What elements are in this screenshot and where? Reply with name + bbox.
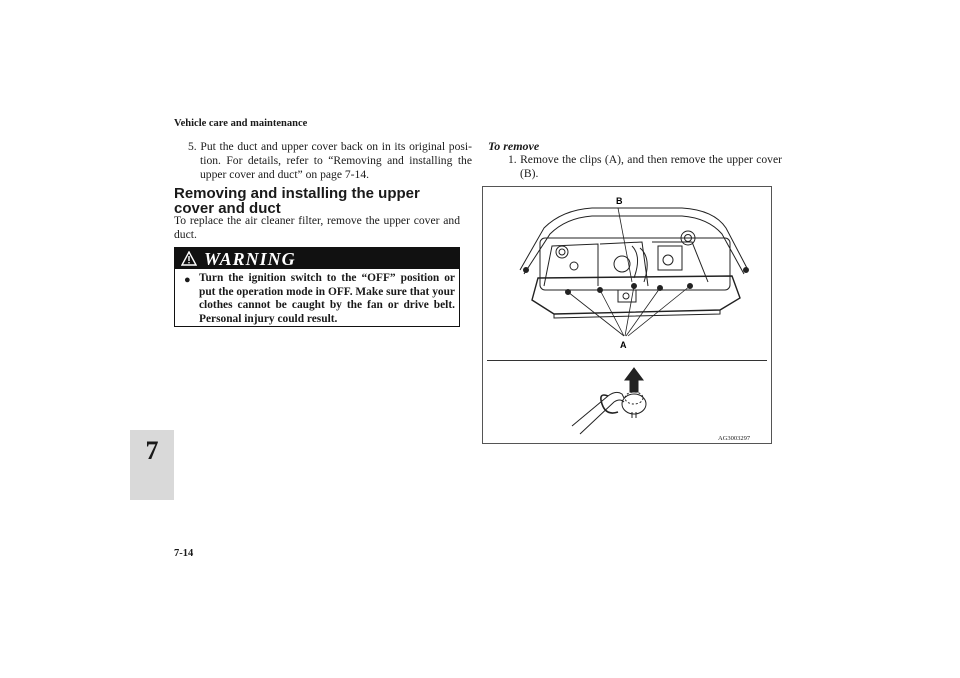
warning-triangle-icon: [181, 251, 197, 266]
warning-bullet: ●: [184, 274, 191, 286]
step-1-text: 1. Remove the clips (A), and then remove the upper cover (B).: [508, 153, 782, 180]
figure-divider: [487, 360, 767, 361]
label-a: A: [620, 340, 627, 350]
label-b: B: [616, 196, 623, 206]
section-title: Removing and installing the upper cover and duct: [174, 185, 420, 217]
chapter-number: 7: [145, 436, 159, 465]
page-number: 7-14: [174, 548, 194, 559]
figure-id: AG3003297: [718, 435, 751, 442]
warning-title: WARNING: [204, 249, 296, 269]
warning-text: Turn the ignition switch to the “OFF” position or put the operation mode in OFF. Make sure that your clothes cannot be caught by the fan or drive belt. Personal injury could result.: [199, 272, 455, 325]
page-header: Vehicle care and maintenance: [174, 118, 308, 129]
step-5-text: 5. Put the duct and upper cover back on in its original posi-tion. For details, refer to “Removing and installing the upper cover and duct” on page 7-14.: [188, 140, 472, 181]
engine-bay-illustration: [482, 186, 772, 444]
subheading-to-remove: To remove: [488, 139, 540, 153]
section-intro: To replace the air cleaner filter, remove the upper cover and duct.: [174, 214, 460, 241]
